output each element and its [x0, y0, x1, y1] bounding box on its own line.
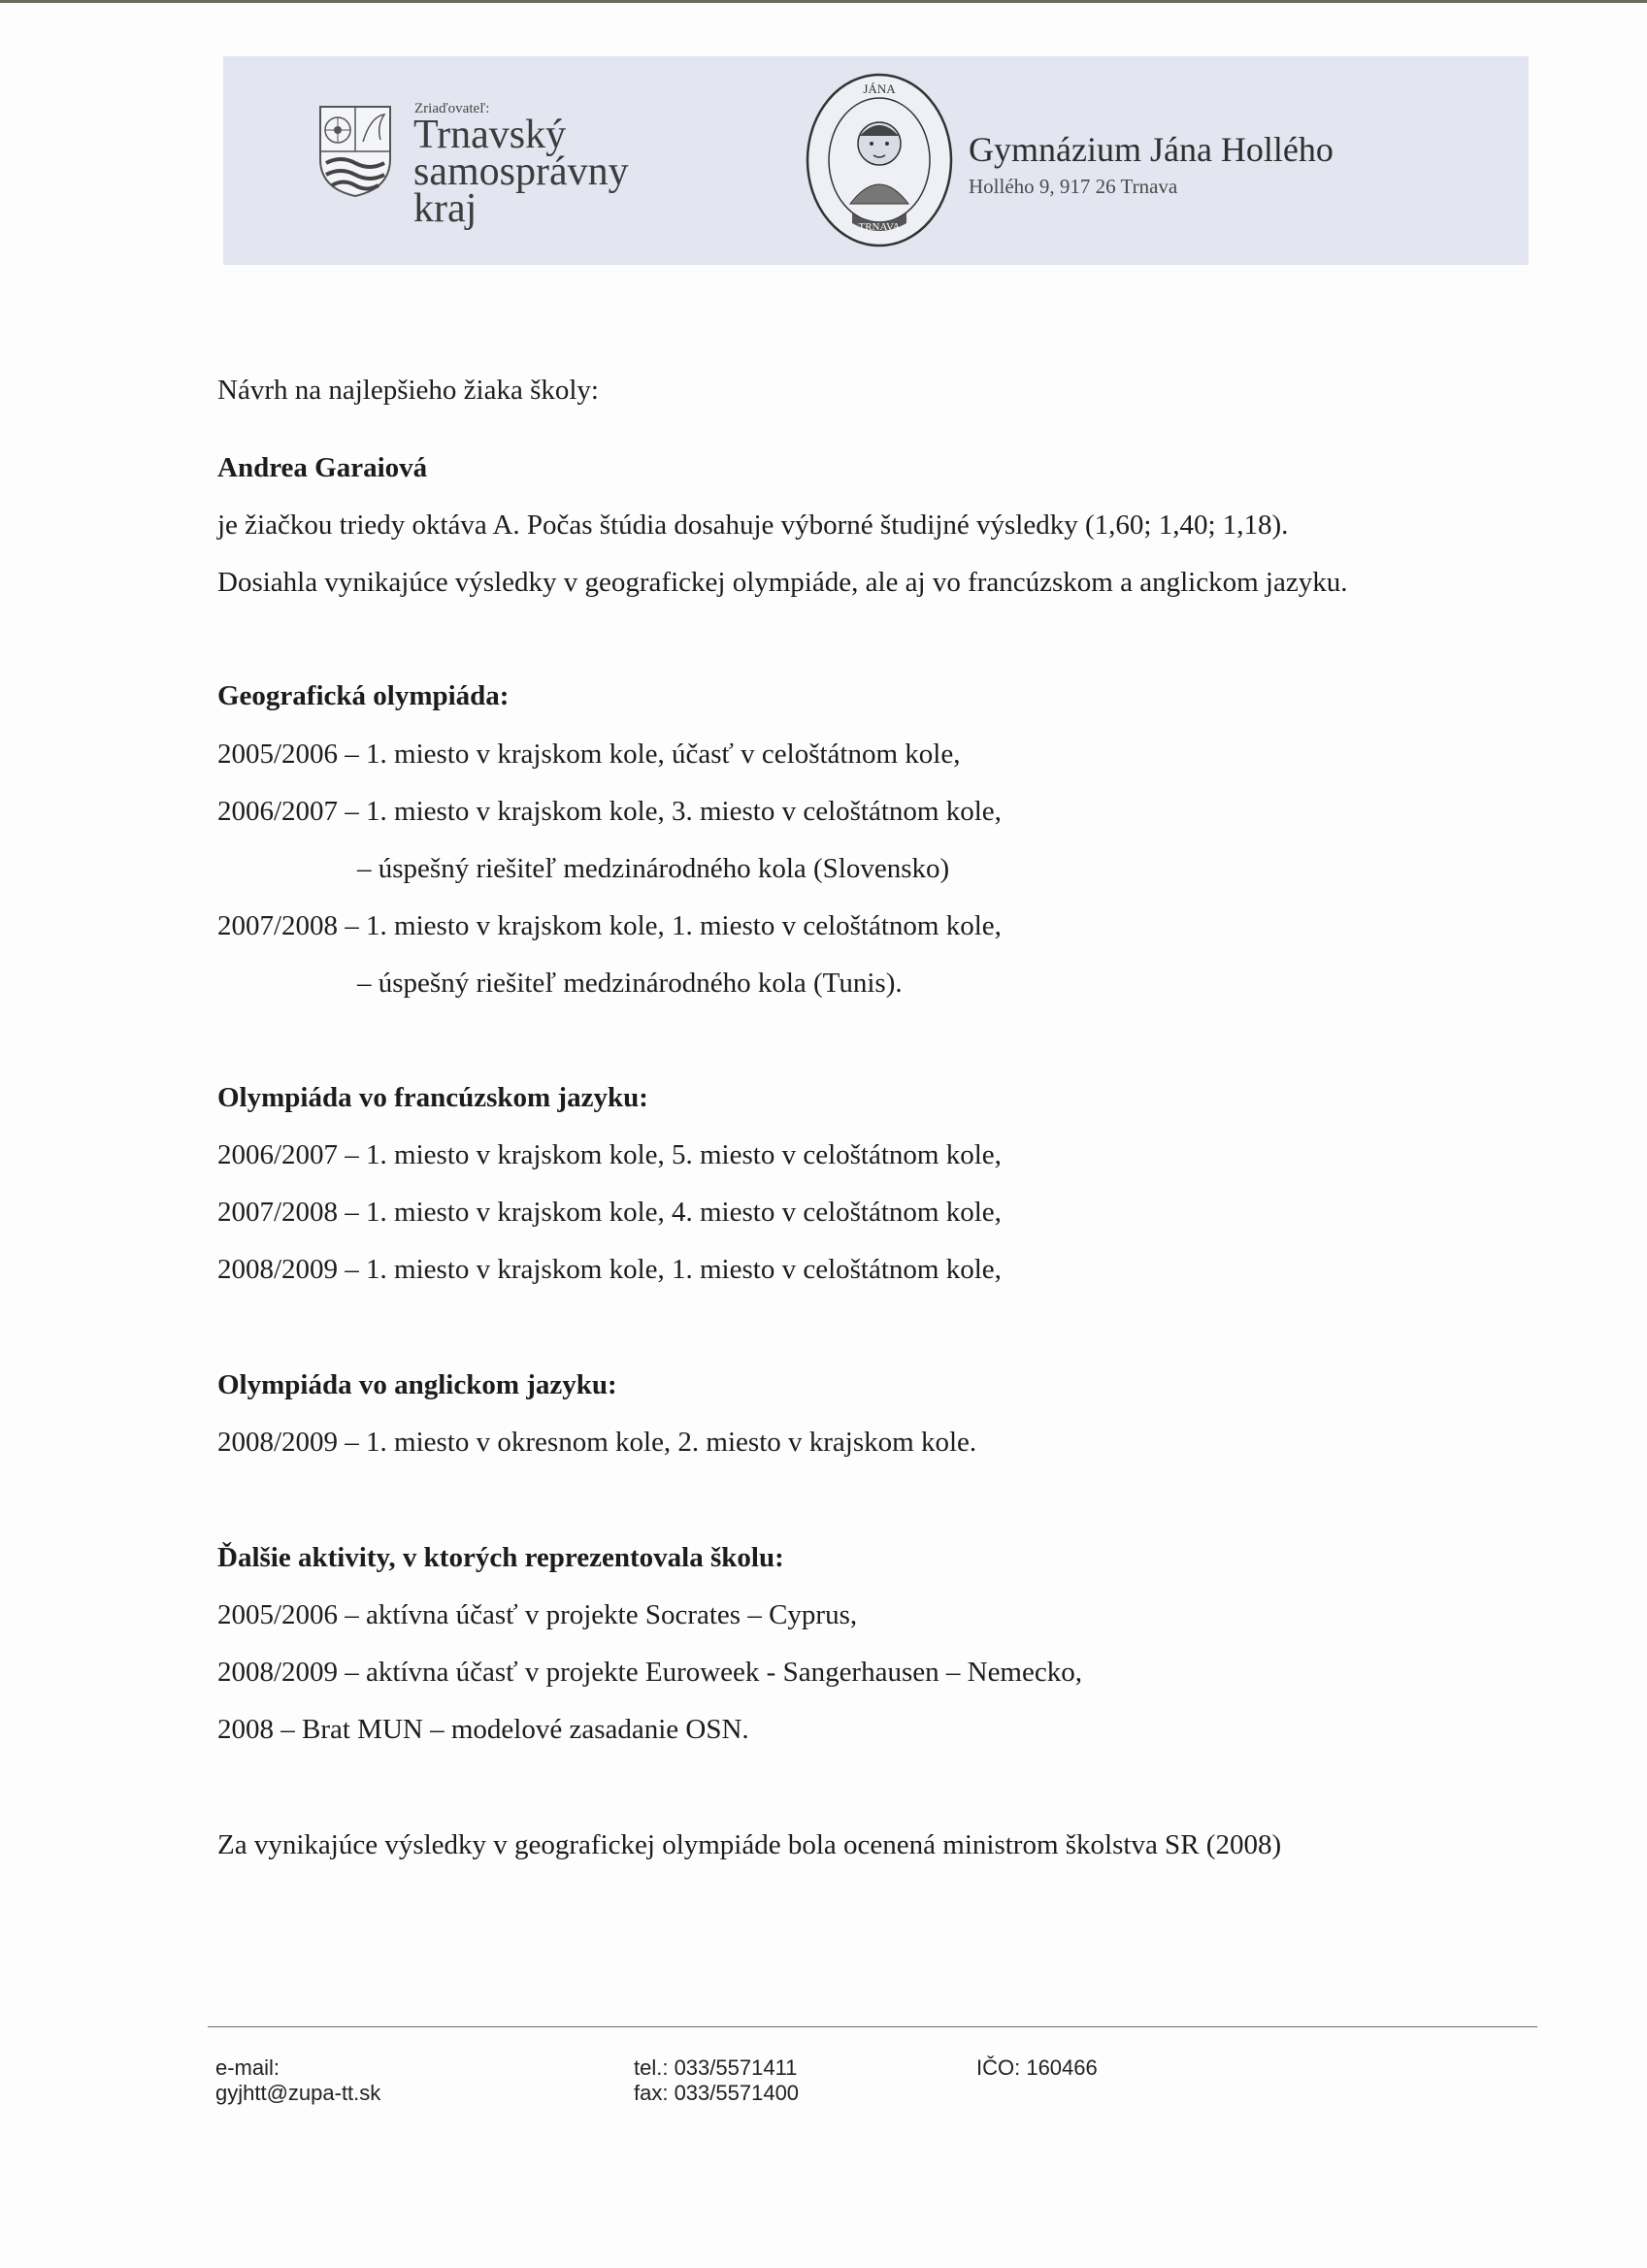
section-heading: Olympiáda vo anglickom jazyku:	[217, 1369, 617, 1400]
activity-line: 2008/2009 – aktívna účasť v projekte Euroweek - Sangerhausen – Nemecko,	[217, 1657, 1082, 1688]
award-line: Za vynikajúce výsledky v geografickej olympiáde bola ocenená ministrom školstva SR (2008)	[217, 1829, 1282, 1860]
result-line: 2007/2008 – 1. miesto v krajskom kole, 4. miesto v celoštátnom kole,	[217, 1197, 1002, 1228]
scan-edge	[0, 0, 1647, 3]
result-line: – úspešný riešiteľ medzinárodného kola (Slovensko)	[357, 853, 950, 884]
result-line: 2006/2007 – 1. miesto v krajskom kole, 5. miesto v celoštátnom kole,	[217, 1139, 1002, 1170]
school-seal-icon	[802, 68, 957, 252]
footer-phone: tel.: 033/5571411	[634, 2055, 798, 2080]
section-heading: Olympiáda vo francúzskom jazyku:	[217, 1082, 648, 1113]
school-address: Hollého 9, 917 26 Trnava	[969, 175, 1178, 198]
founder-name-line: Trnavský	[413, 113, 567, 157]
result-line: 2007/2008 – 1. miesto v krajskom kole, 1. miesto v celoštátnom kole,	[217, 910, 1002, 941]
letterhead	[223, 56, 1529, 265]
activity-line: 2005/2006 – aktívna účasť v projekte Socrates – Cyprus,	[217, 1599, 858, 1630]
founder-name-line: samosprávny	[413, 149, 629, 194]
svg-text:JÁNA: JÁNA	[863, 82, 896, 96]
result-line: – úspešný riešiteľ medzinárodného kola (Tunis).	[357, 968, 903, 999]
summary-line: je žiačkou triedy oktáva A. Počas štúdia dosahuje výborné študijné výsledky (1,60; 1,40; 1,18).	[217, 509, 1289, 541]
activity-line: 2008 – Brat MUN – modelové zasadanie OSN.	[217, 1714, 749, 1745]
student-name: Andrea Garaiová	[217, 452, 428, 483]
svg-text:TRNAVA: TRNAVA	[858, 221, 901, 233]
footer-email[interactable]: gyjhtt@zupa-tt.sk	[215, 2081, 381, 2105]
footer-divider	[208, 2026, 1537, 2027]
result-line: 2008/2009 – 1. miesto v okresnom kole, 2. miesto v krajskom kole.	[217, 1427, 977, 1458]
result-line: 2005/2006 – 1. miesto v krajskom kole, účasť v celoštátnom kole,	[217, 739, 961, 770]
summary-line: Dosiahla vynikajúce výsledky v geografickej olympiáde, ale aj vo francúzskom a anglickom jazyku.	[217, 567, 1348, 598]
region-crest-icon	[316, 103, 394, 200]
result-line: 2008/2009 – 1. miesto v krajskom kole, 1. miesto v celoštátnom kole,	[217, 1254, 1002, 1285]
result-line: 2006/2007 – 1. miesto v krajskom kole, 3. miesto v celoštátnom kole,	[217, 796, 1002, 827]
footer-ico: IČO: 160466	[976, 2055, 1098, 2080]
founder-name	[413, 113, 666, 231]
section-heading: Ďalšie aktivity, v ktorých reprezentovala školu:	[217, 1542, 784, 1573]
founder-label: Zriaďovateľ:	[414, 101, 490, 116]
intro-line: Návrh na najlepšieho žiaka školy:	[217, 375, 599, 406]
footer-fax: fax: 033/5571400	[634, 2081, 800, 2105]
school-name: Gymnázium Jána Hollého	[969, 130, 1334, 169]
section-heading: Geografická olympiáda:	[217, 680, 510, 711]
founder-name-line: kraj	[413, 186, 478, 231]
footer-email-label: e-mail:	[215, 2055, 280, 2080]
